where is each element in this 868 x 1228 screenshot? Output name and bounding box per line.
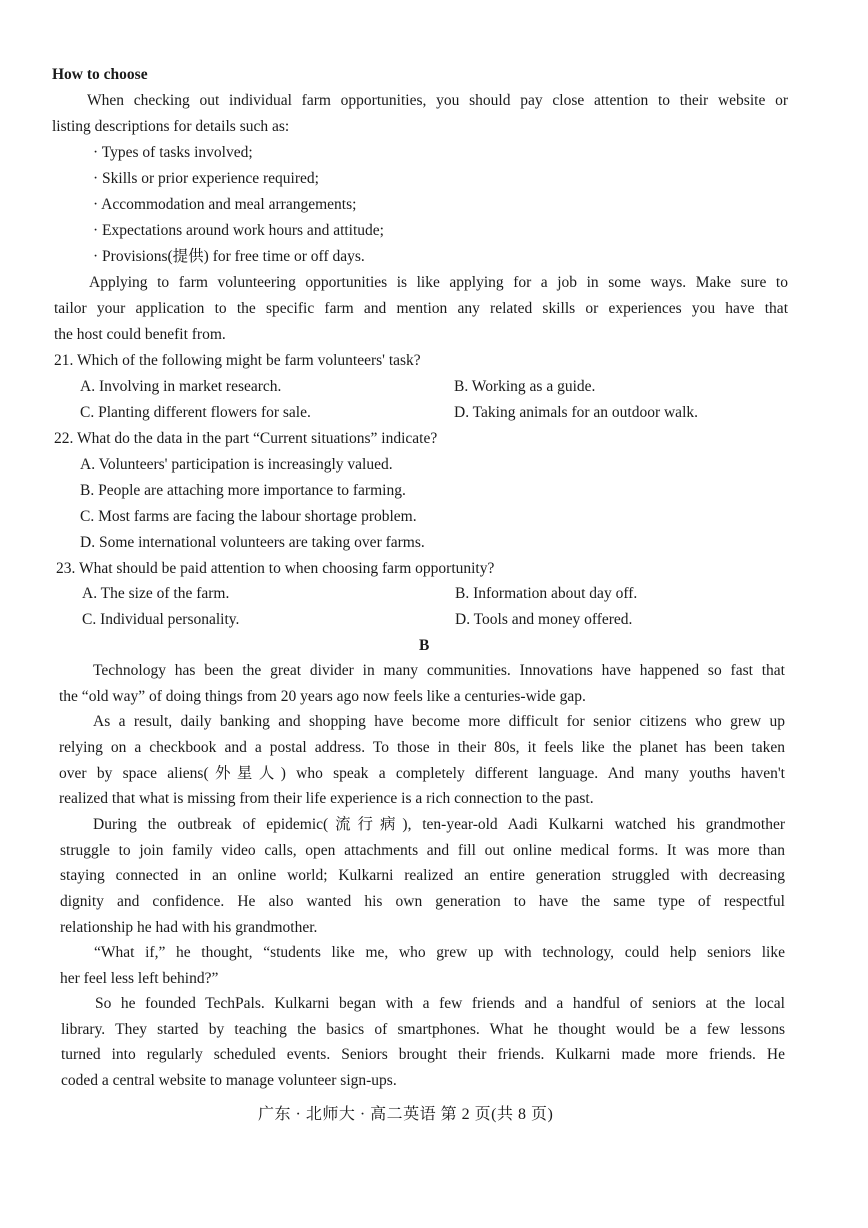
- passage-b-line: “What if,” he thought, “students like me, who grew up with technology, could help seniors like: [94, 944, 785, 961]
- bullet-item: · Types of tasks involved;: [93, 144, 253, 161]
- q21-option-d: D. Taking animals for an outdoor walk.: [454, 404, 698, 421]
- choose-intro-line-2: listing descriptions for details such as:: [52, 118, 290, 135]
- q21-option-c: C. Planting different flowers for sale.: [80, 404, 311, 421]
- passage-b-line: the “old way” of doing things from 20 years ago now feels like a centuries-wide gap.: [59, 688, 586, 705]
- q22-option-c: C. Most farms are facing the labour shortage problem.: [80, 508, 417, 525]
- applying-para-line: the host could benefit from.: [54, 326, 226, 343]
- bullet-item: · Accommodation and meal arrangements;: [93, 196, 357, 213]
- passage-b-line: turned into regularly scheduled events. Seniors brought their friends. Kulkarni made more friends. He: [61, 1046, 785, 1063]
- passage-b-line: During the outbreak of epidemic(流行病), ten-year-old Aadi Kulkarni watched his grandmother: [93, 816, 785, 833]
- passage-b-line: As a result, daily banking and shopping have become more difficult for senior citizens who grew up: [93, 713, 785, 730]
- bullet-item: · Expectations around work hours and attitude;: [93, 222, 384, 239]
- passage-b-line: struggle to join family video calls, open attachments and fill out online medical forms. It was more than: [60, 842, 785, 859]
- applying-para-line: tailor your application to the specific farm and mention any related skills or experiences you have that: [54, 300, 788, 317]
- bullet-item: · Skills or prior experience required;: [93, 170, 319, 187]
- q23-option-a: A. The size of the farm.: [82, 585, 230, 602]
- choose-intro-line-1: When checking out individual farm opportunities, you should pay close attention to their website or: [87, 92, 788, 109]
- passage-b-line: over by space aliens(外星人) who speak a completely different language. And many youths haven't: [59, 765, 785, 782]
- q22-option-b: B. People are attaching more importance to farming.: [80, 482, 406, 499]
- passage-b-line: coded a central website to manage volunteer sign-ups.: [61, 1072, 397, 1089]
- passage-b-line: relationship he had with his grandmother.: [60, 919, 318, 936]
- question-22-stem: 22. What do the data in the part “Current situations” indicate?: [54, 430, 438, 447]
- q23-option-c: C. Individual personality.: [82, 611, 240, 628]
- page-footer: 广东 · 北师大 · 高二英语 第 2 页(共 8 页): [258, 1106, 554, 1123]
- question-23-stem: 23. What should be paid attention to when choosing farm opportunity?: [56, 560, 495, 577]
- passage-b-line: So he founded TechPals. Kulkarni began with a few friends and a handful of seniors at the local: [95, 995, 785, 1012]
- passage-b-line: staying connected in an online world; Kulkarni realized an entire generation struggled with decreasing: [60, 867, 785, 884]
- passage-b-line: Technology has been the great divider in many communities. Innovations have happened so fast that: [93, 662, 785, 679]
- passage-b-line: relying on a checkbook and a postal address. To those in their 80s, it feels like the planet has been taken: [59, 739, 785, 756]
- passage-b-line: dignity and confidence. He also wanted his own generation to have the same type of respectful: [60, 893, 785, 910]
- q22-option-a: A. Volunteers' participation is increasingly valued.: [80, 456, 393, 473]
- applying-para-line: Applying to farm volunteering opportunities is like applying for a job in some ways. Make sure to: [89, 274, 788, 291]
- passage-b-line: her feel less left behind?”: [60, 970, 219, 987]
- q21-option-a: A. Involving in market research.: [80, 378, 282, 395]
- q22-option-d: D. Some international volunteers are taking over farms.: [80, 534, 425, 551]
- bullet-item: · Provisions(提供) for free time or off days.: [93, 248, 365, 265]
- question-21-stem: 21. Which of the following might be farm volunteers' task?: [54, 352, 421, 369]
- q23-option-b: B. Information about day off.: [455, 585, 638, 602]
- q23-option-d: D. Tools and money offered.: [455, 611, 633, 628]
- passage-b-heading: B: [419, 637, 430, 654]
- q21-option-b: B. Working as a guide.: [454, 378, 596, 395]
- passage-b-line: library. They started by teaching the basics of smartphones. What he thought would be a few lessons: [61, 1021, 785, 1038]
- section-heading-how-to-choose: How to choose: [52, 66, 148, 83]
- passage-b-line: realized that what is missing from their life experience is a rich connection to the past.: [59, 790, 594, 807]
